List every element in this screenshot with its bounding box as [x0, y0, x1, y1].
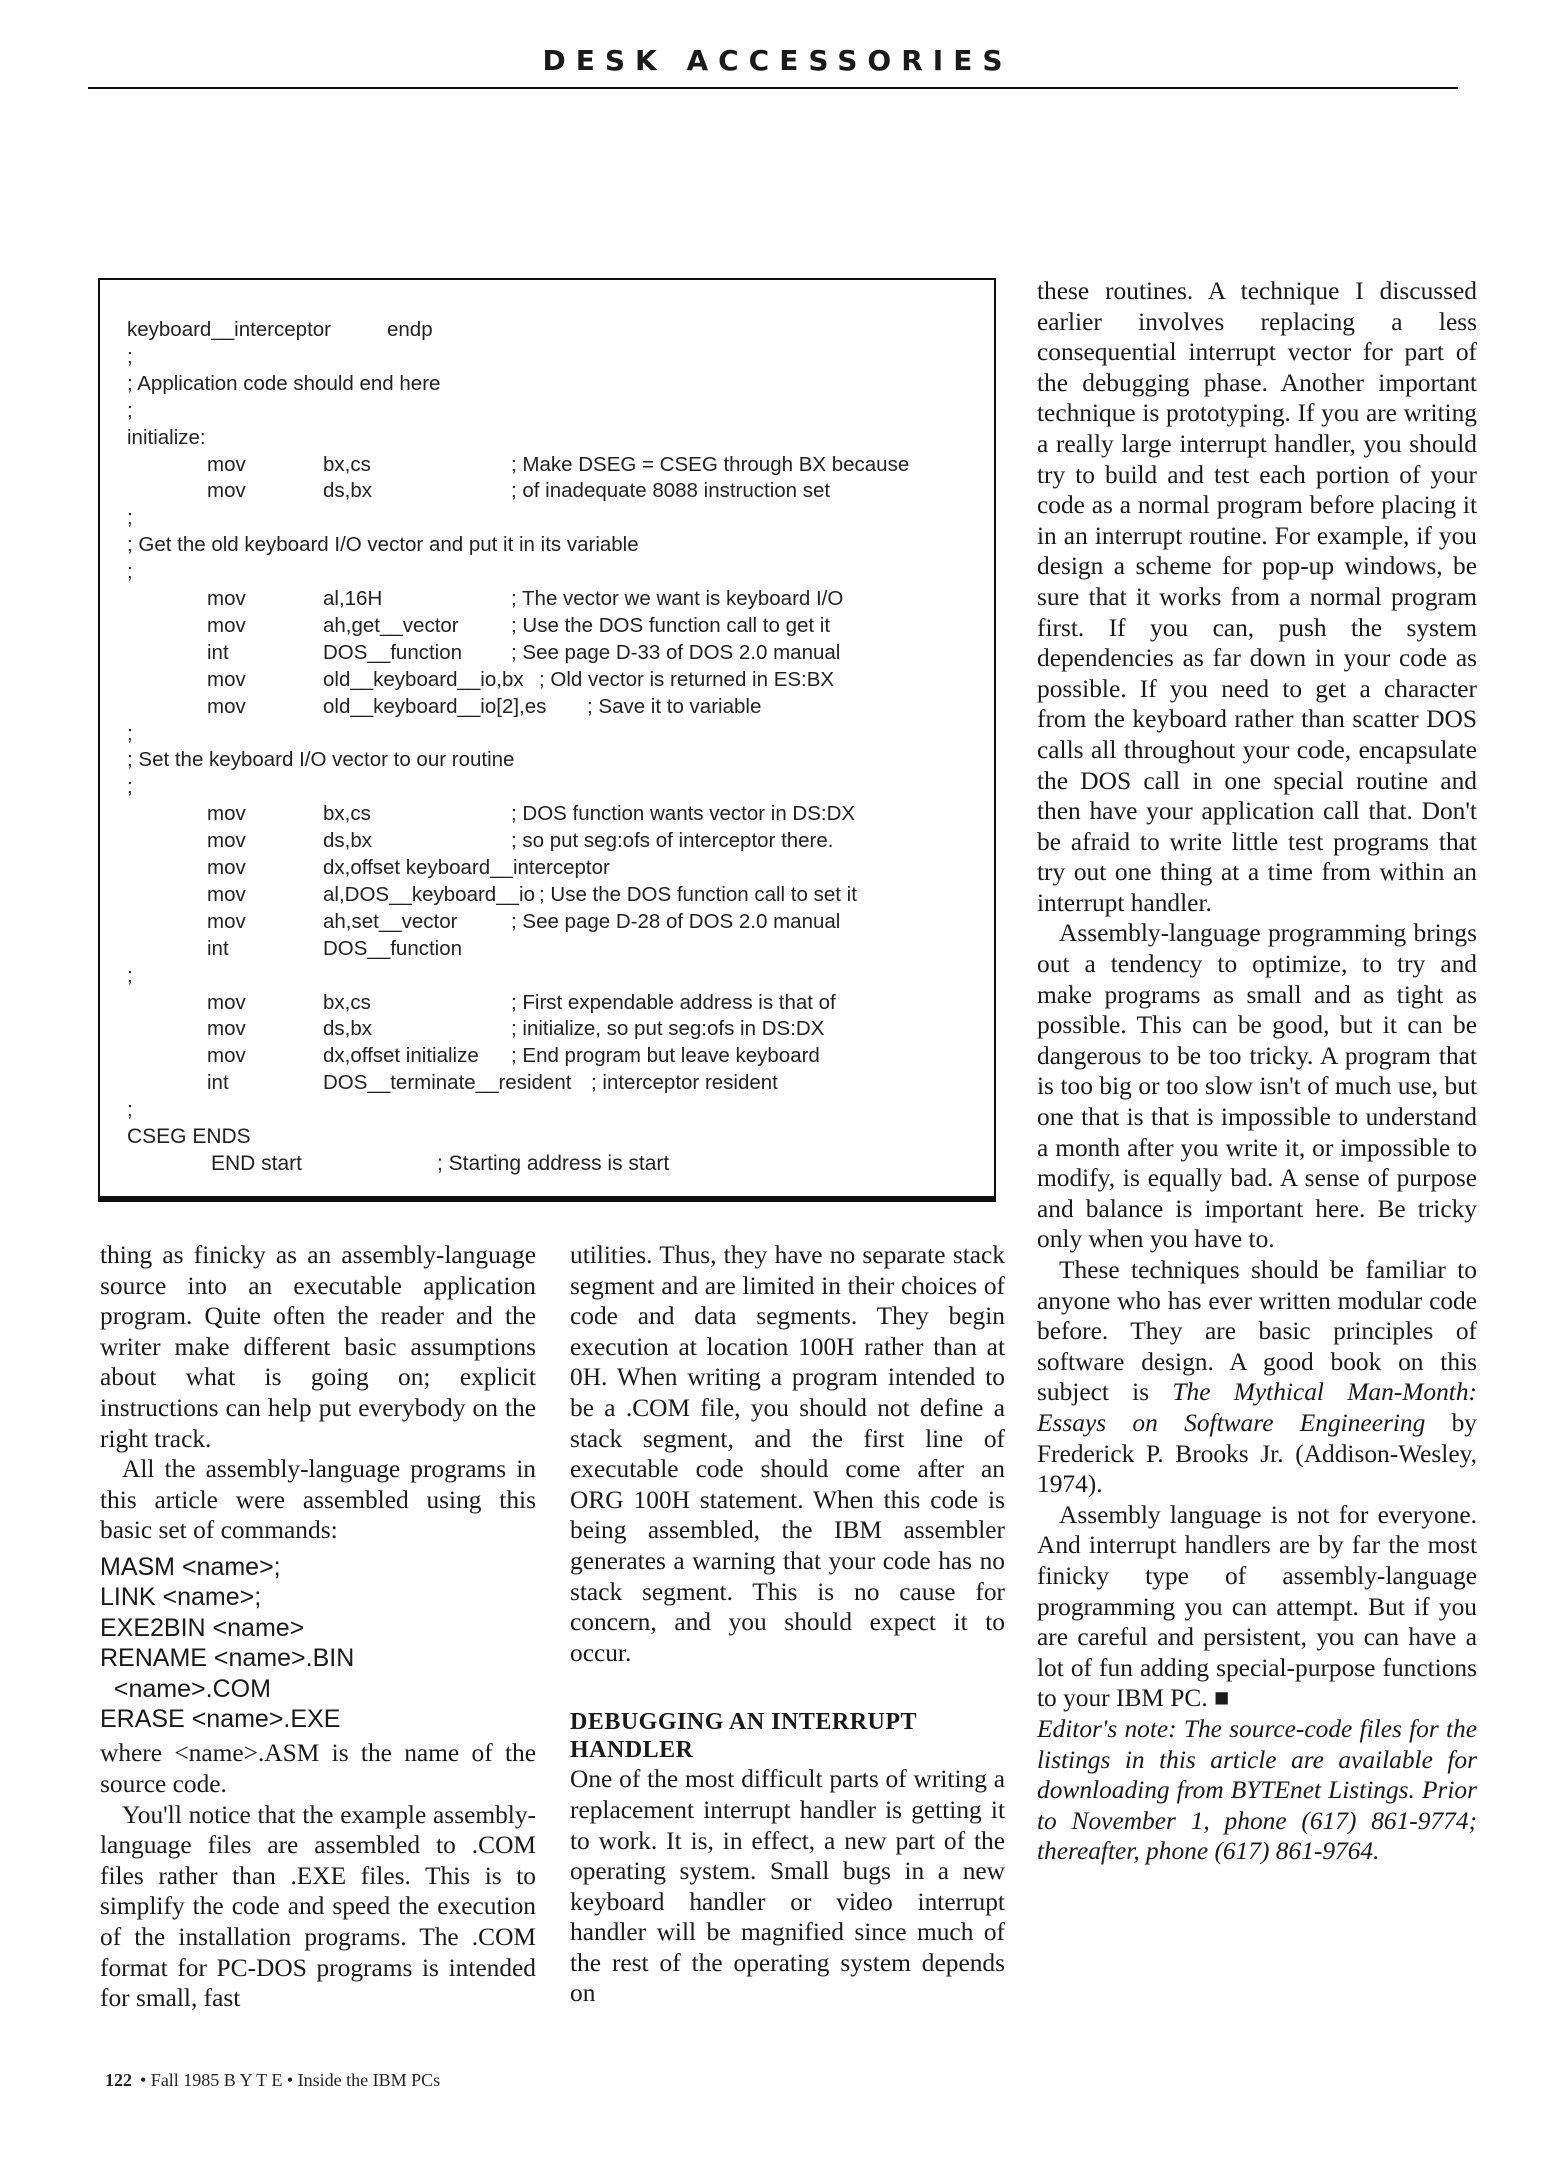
code-args: DOS__terminate__resident — [323, 1071, 572, 1095]
code-args: dx,offset initialize — [323, 1044, 479, 1068]
code-line — [127, 399, 987, 425]
command-line: MASM <name>; — [100, 1552, 281, 1581]
heading-line: DEBUGGING AN INTERRUPT — [570, 1709, 918, 1736]
code-op: ; — [127, 344, 133, 368]
page-number: 122 — [105, 2070, 132, 2090]
code-line — [127, 695, 987, 721]
code-op: CSEG ENDS — [127, 1125, 251, 1148]
paragraph — [1037, 1255, 1477, 1500]
code-cmt: ; DOS function wants vector in DS:DX — [511, 802, 856, 826]
code-line — [127, 829, 987, 855]
command-list — [100, 1552, 536, 1734]
code-cmt: ; Old vector is returned in ES:BX — [539, 667, 835, 691]
code-op: mov — [207, 802, 246, 826]
code-op: ; Set the keyboard I/O vector to our routine — [127, 748, 515, 772]
code-line — [127, 910, 987, 936]
code-op: int — [207, 1071, 229, 1095]
paragraph: Assembly language is not for everyone. And interrupt handlers are by far the most finicky type of assembly-language programming you can attempt. But if you are careful and persistent, you can have a lot of fun adding special-purpose functions to your IBM PC. ■ — [1037, 1500, 1477, 1713]
code-op: ; — [127, 721, 133, 745]
code-line — [127, 479, 987, 505]
code-cmt: ; Save it to variable — [587, 694, 762, 718]
code-line — [127, 318, 987, 344]
code-cmt: ; of inadequate 8088 instruction set — [511, 479, 831, 503]
code-op: ; Get the old keyboard I/O vector and put it in its variable — [127, 533, 639, 557]
code-line — [127, 775, 987, 801]
code-op: ; — [127, 775, 133, 799]
paragraph: You'll notice that the example assembly-language files are assembled to .COM files rather than .EXE files. This is to simplify the code and speed the execution of the installation programs. The .COM format for PC-DOS programs is intended for small, fast — [100, 1800, 536, 2013]
code-listing — [98, 278, 996, 1202]
code-cmt: ; First expendable address is that of — [511, 990, 836, 1014]
text-run: by Frederick P. Brooks Jr. (Addison-Wesley, 1974). — [1037, 1408, 1477, 1499]
code-line — [127, 1098, 987, 1124]
paragraph: utilities. Thus, they have no separate stack segment and are limited in their choices of code and data segments. They begin execution at location 100H rather than at 0H. When writing a program intended to be a .COM file, you should not define a stack segment, and the first line of executable code should come after an ORG 100H statement. When this code is being assembled, the IBM assembler generates a warning that your code has no stack segment. This is no cause for concern, and you should expect it to occur. — [570, 1241, 1005, 1667]
section-heading — [570, 1708, 1005, 1764]
code-line — [127, 641, 987, 667]
column-1 — [100, 1240, 536, 2014]
code-op: mov — [207, 856, 246, 879]
code-op: mov — [207, 1044, 246, 1068]
code-op: int — [207, 640, 229, 664]
code-args: bx,cs — [323, 452, 371, 476]
code-cmt: ; interceptor resident — [591, 1071, 778, 1095]
code-cmt: ; initialize, so put seg:ofs in DS:DX — [511, 1017, 825, 1041]
code-cmt: ; Make DSEG = CSEG through BX because — [511, 452, 910, 476]
code-line — [127, 1044, 987, 1070]
code-op: mov — [207, 452, 246, 476]
code-args: bx,cs — [323, 802, 371, 826]
code-op: ; — [127, 398, 133, 422]
code-cmt: ; See page D-28 of DOS 2.0 manual — [511, 909, 841, 933]
code-args: ah,get__vector — [323, 613, 459, 637]
code-line — [127, 668, 987, 694]
code-line — [127, 1152, 987, 1178]
code-line — [127, 453, 987, 479]
code-op: mov — [207, 1017, 246, 1041]
code-line — [127, 991, 987, 1017]
command-line: EXE2BIN <name> — [100, 1613, 305, 1642]
code-op: mov — [207, 990, 246, 1014]
code-line — [127, 722, 987, 748]
code-cmt: ; The vector we want is keyboard I/O — [511, 587, 844, 610]
command-line: <name>.COM — [100, 1674, 271, 1703]
column-3 — [1037, 276, 1477, 1867]
code-line — [127, 345, 987, 371]
code-op: mov — [207, 479, 246, 503]
code-line — [127, 587, 987, 613]
paragraph: these routines. A technique I discussed earlier involves replacing a less consequential interrupt vector for part of the debugging phase. Another important technique is prototyping. If you are writing a really large interrupt handler, you should try to build and test each portion of your code as a normal program before placing it in an interrupt routine. For example, if you design a scheme for pop-up windows, be sure that it works from a normal program first. If you can, push the system dependencies as far down in your code as possible. If you need to get a character from the keyboard rather than scatter DOS calls all throughout your code, encapsulate the DOS call in one special routine and then have your application call that. Don't be afraid to write little test programs that try out one thing at a time from within an interrupt handler. — [1037, 277, 1477, 917]
code-op: mov — [207, 694, 246, 718]
code-op: END start — [211, 1151, 303, 1175]
paragraph: thing as finicky as an assembly-language source into an executable application program. Quite often the reader and the writer make different basic assumptions about what is going on; explicit instructions can help put everybody on the right track. — [100, 1241, 536, 1453]
code-cmt: endp — [387, 318, 433, 341]
text-run: These techniques should be familiar to anyone who has ever written modular code before. They are basic principles of software design. A good book on this subject is — [1037, 1256, 1477, 1407]
code-op: ; — [127, 963, 133, 987]
code-line — [127, 937, 987, 963]
code-args: bx,cs — [323, 990, 371, 1014]
code-args: old__keyboard__io[2],es — [323, 694, 547, 718]
code-cmt: ; See page D-33 of DOS 2.0 manual — [511, 640, 841, 664]
code-args: ds,bx — [323, 479, 372, 503]
code-cmt: ; so put seg:ofs of interceptor there. — [511, 829, 834, 853]
code-line — [127, 1017, 987, 1043]
code-line — [127, 748, 987, 774]
command-line: ERASE <name>.EXE — [100, 1704, 341, 1733]
code-cmt: ; End program but leave keyboard — [511, 1044, 820, 1068]
code-op: ; — [127, 1098, 133, 1122]
code-line — [127, 1125, 987, 1151]
command-line: LINK <name>; — [100, 1583, 262, 1612]
code-cmt: ; Use the DOS function call to get it — [511, 613, 831, 637]
code-args: DOS__function — [323, 640, 463, 664]
code-op: int — [207, 936, 229, 960]
column-2 — [570, 1240, 1005, 2009]
footer-text: • Fall 1985 B Y T E • Inside the IBM PCs — [140, 2070, 441, 2090]
code-args: old__keyboard__io,bx — [323, 667, 524, 691]
editors-note: Editor's note: The source-code files for the listings in this article are available for downloading from BYTEnet Listings. Prior to November 1, phone (617) 861-9774; thereafter, phone (617) 861-9764. — [1037, 1714, 1477, 1866]
code-op: mov — [207, 613, 246, 637]
paragraph: where <name>.ASM is the name of the source code. — [100, 1739, 536, 1798]
code-op: mov — [207, 882, 246, 906]
code-op: mov — [207, 667, 246, 691]
code-args: ah,set__vector — [323, 909, 458, 933]
section-header: DESK ACCESSORIES — [542, 44, 1013, 77]
code-line — [127, 856, 987, 882]
page-footer — [105, 2070, 440, 2091]
code-op: mov — [207, 909, 246, 933]
code-line — [127, 883, 987, 909]
code-line — [127, 560, 987, 586]
code-args: al,16H — [323, 587, 383, 610]
code-args: ds,bx — [323, 829, 372, 853]
paragraph: Assembly-language programming brings out a tendency to optimize, to try and make programs as small and as tight as possible. This can be good, but it can be dangerous to be too tricky. A program that is too big or too slow isn't of much use, but one that is that is impossible to understand a month after you write it, or impossible to modify, is equally bad. A sense of purpose and balance is important here. Be tricky only when you have to. — [1037, 919, 1477, 1254]
code-op: ; — [127, 560, 133, 584]
code-line — [127, 802, 987, 828]
code-op: ; — [127, 506, 133, 530]
code-cmt: ; Starting address is start — [437, 1151, 670, 1175]
heading-line: HANDLER — [570, 1737, 694, 1764]
code-args: dx,offset keyboard__interceptor — [323, 856, 610, 879]
code-line — [127, 372, 987, 398]
code-line — [127, 964, 987, 990]
code-line — [127, 506, 987, 532]
code-cmt: ; Use the DOS function call to set it — [539, 882, 857, 906]
code-line — [127, 533, 987, 559]
code-op: initialize: — [127, 425, 206, 449]
code-op: mov — [207, 829, 246, 853]
code-op: keyboard__interceptor — [127, 318, 331, 341]
code-args: al,DOS__keyboard__io — [323, 882, 535, 906]
code-line — [127, 426, 987, 452]
code-line — [127, 1071, 987, 1097]
code-args: DOS__function — [323, 936, 463, 960]
code-op: mov — [207, 587, 246, 610]
book-title: The Mythical Man-Month: Essays on Software Engineering — [1037, 1378, 1477, 1437]
code-line — [127, 614, 987, 640]
code-op: ; Application code should end here — [127, 371, 441, 395]
header-rule — [88, 87, 1458, 89]
code-args: ds,bx — [323, 1017, 372, 1041]
command-line: RENAME <name>.BIN — [100, 1644, 355, 1673]
paragraph: All the assembly-language programs in this article were assembled using this basic set of commands: — [100, 1455, 536, 1545]
paragraph: One of the most difficult parts of writing a replacement interrupt handler is getting it to work. It is, in effect, a new part of the operating system. Small bugs in a new keyboard handler or video interrupt handler will be magnified since much of the rest of the operating system depends on — [570, 1765, 1005, 2008]
